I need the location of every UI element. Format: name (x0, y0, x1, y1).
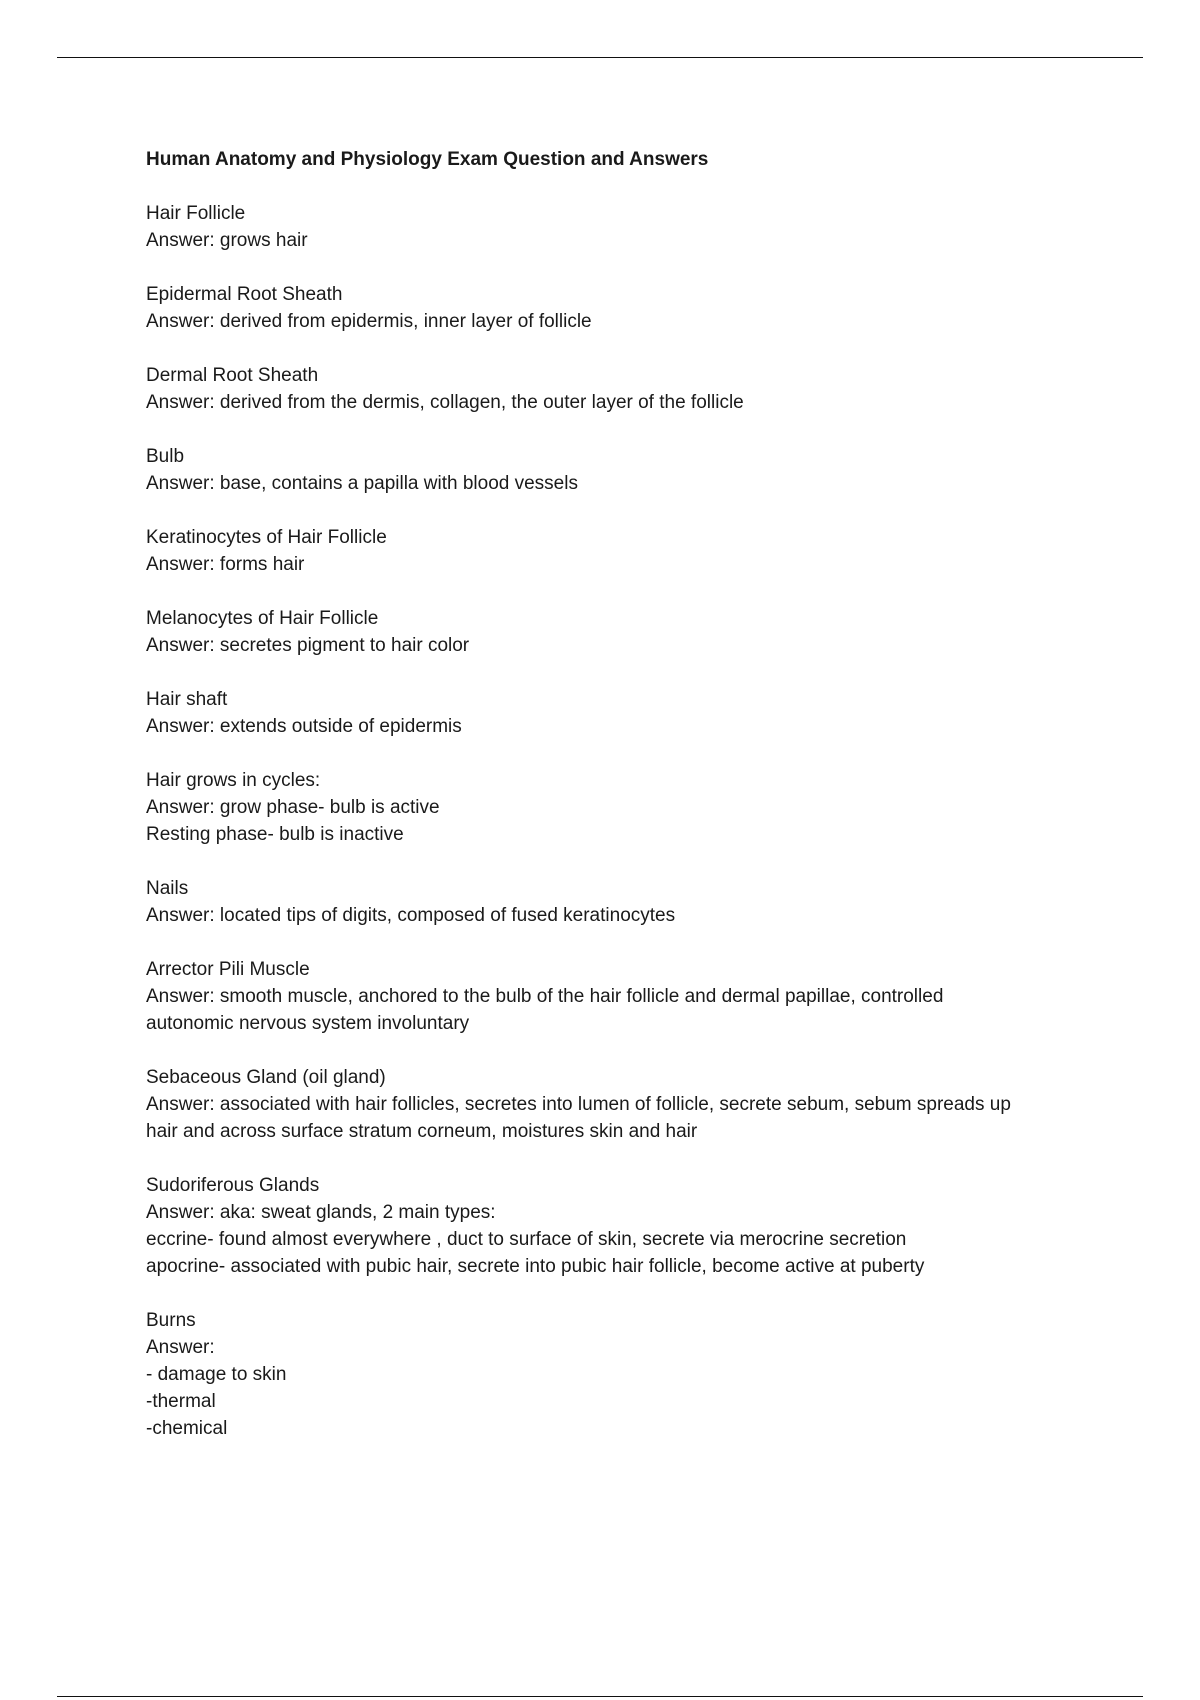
qa-answer-line: Resting phase- bulb is inactive (146, 824, 404, 845)
qa-entry (146, 875, 1096, 929)
qa-term: Nails (146, 878, 189, 899)
qa-list (146, 200, 1096, 1442)
qa-entry (146, 443, 1096, 497)
qa-term: Melanocytes of Hair Follicle (146, 608, 379, 629)
qa-answer-line: Answer: associated with hair follicles, secretes into lumen of follicle, secrete sebum, sebum spreads up (146, 1094, 1011, 1115)
qa-answer-line: -thermal (146, 1391, 216, 1412)
qa-answer-line: Answer: extends outside of epidermis (146, 716, 462, 737)
qa-term: Epidermal Root Sheath (146, 284, 343, 305)
qa-term: Hair Follicle (146, 203, 246, 224)
qa-entry (146, 767, 1096, 848)
qa-answer-line: Answer: (146, 1337, 215, 1358)
qa-term: Bulb (146, 446, 185, 467)
qa-term: Hair shaft (146, 689, 228, 710)
qa-entry (146, 1307, 1096, 1442)
qa-answer-line: - damage to skin (146, 1364, 287, 1385)
qa-entry (146, 956, 1096, 1037)
qa-entry (146, 605, 1096, 659)
qa-answer-line: Answer: located tips of digits, composed of fused keratinocytes (146, 905, 676, 926)
qa-answer-line: Answer: base, contains a papilla with blood vessels (146, 473, 578, 494)
qa-entry (146, 524, 1096, 578)
qa-entry (146, 1064, 1096, 1145)
qa-answer-line: apocrine- associated with pubic hair, secrete into pubic hair follicle, become active at puberty (146, 1256, 925, 1277)
qa-answer-line: eccrine- found almost everywhere , duct to surface of skin, secrete via merocrine secretion (146, 1229, 907, 1250)
qa-answer-line: autonomic nervous system involuntary (146, 1013, 470, 1034)
qa-entry (146, 362, 1096, 416)
qa-answer-line: Answer: grow phase- bulb is active (146, 797, 440, 818)
qa-answer-line: Answer: secretes pigment to hair color (146, 635, 470, 656)
qa-term: Keratinocytes of Hair Follicle (146, 527, 387, 548)
qa-term: Sebaceous Gland (oil gland) (146, 1067, 386, 1088)
qa-answer-line: Answer: forms hair (146, 554, 305, 575)
qa-answer-line: Answer: derived from the dermis, collagen, the outer layer of the follicle (146, 392, 744, 413)
document-body (146, 146, 1096, 1469)
qa-term: Sudoriferous Glands (146, 1175, 320, 1196)
qa-term: Arrector Pili Muscle (146, 959, 310, 980)
bottom-divider (57, 1696, 1143, 1697)
qa-term: Hair grows in cycles: (146, 770, 321, 791)
qa-entry (146, 281, 1096, 335)
qa-term: Burns (146, 1310, 196, 1331)
top-divider (57, 57, 1143, 58)
qa-term: Dermal Root Sheath (146, 365, 319, 386)
qa-entry (146, 686, 1096, 740)
qa-answer-line: -chemical (146, 1418, 228, 1439)
qa-answer-line: Answer: smooth muscle, anchored to the bulb of the hair follicle and dermal papillae, controlled (146, 986, 944, 1007)
qa-answer-line: Answer: derived from epidermis, inner layer of follicle (146, 311, 592, 332)
qa-entry (146, 1172, 1096, 1280)
qa-answer-line: Answer: grows hair (146, 230, 308, 251)
qa-entry (146, 200, 1096, 254)
qa-answer-line: Answer: aka: sweat glands, 2 main types: (146, 1202, 496, 1223)
document-title: Human Anatomy and Physiology Exam Question and Answers (146, 149, 709, 170)
qa-answer-line: hair and across surface stratum corneum, moistures skin and hair (146, 1121, 698, 1142)
